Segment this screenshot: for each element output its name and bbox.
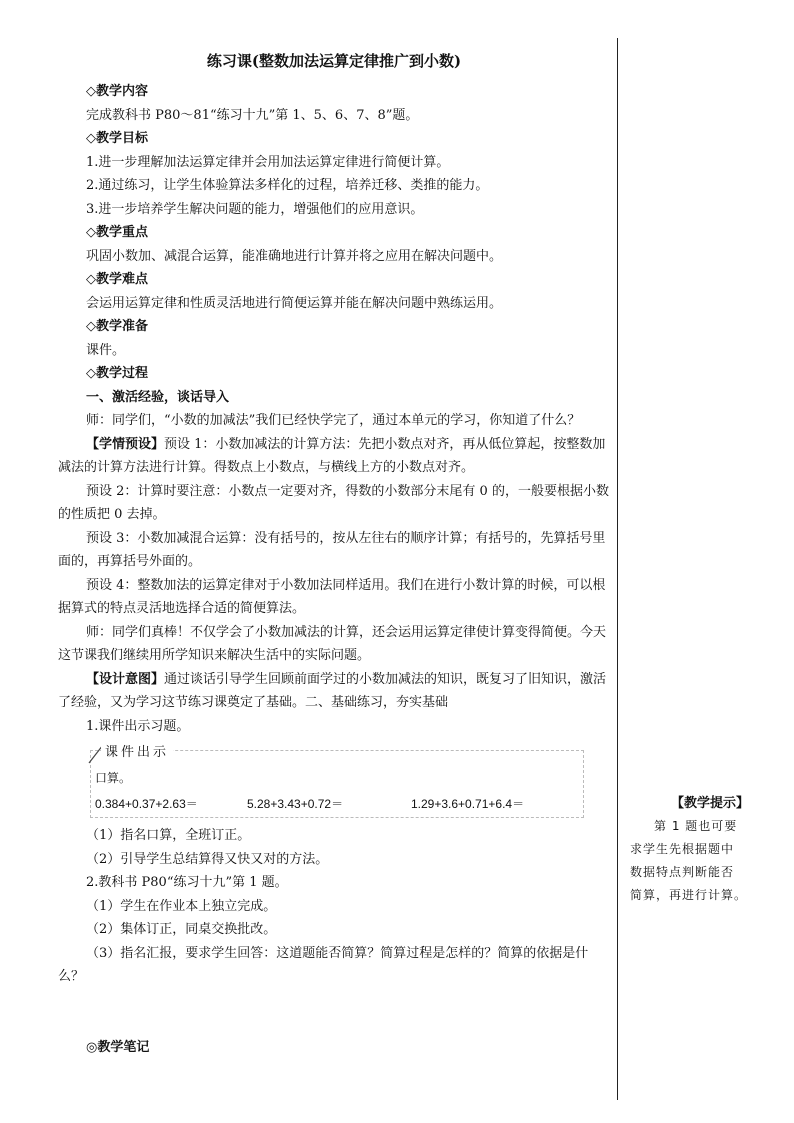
- process-paragraph: [58, 433, 610, 480]
- design-intent-label: 【设计意图】: [86, 671, 165, 687]
- process-paragraph: [58, 668, 610, 715]
- goal-item: 2.通过练习，让学生体验算法多样化的过程，培养迁移、类推的能力。: [86, 178, 489, 193]
- step-item: （1）指名口算，全班订正。: [86, 828, 251, 843]
- process-part-heading: 一、激活经验，谈话导入: [86, 389, 230, 405]
- preset-label: 【学情预设】: [86, 436, 165, 452]
- preparation-text: 课件。: [86, 342, 126, 358]
- design-intent-text: 通过谈话引导学生回顾前面学过的小数加减法的知识，既复习了旧知识，激活了经验，又为学习这节练习课奠定了基础。二、基础练习，夯实基础: [58, 671, 607, 710]
- section-heading-goals: ◇教学目标: [86, 131, 148, 146]
- step-item: （2）集体订正，同桌交换批改。: [86, 922, 277, 937]
- teaching-tip-body: [630, 815, 778, 907]
- teaching-tip-line: 数据特点判断能否: [630, 865, 735, 879]
- difficulty-text: 会运用运算定律和性质灵活地进行简便运算并能在解决问题中熟练运用。: [86, 295, 503, 311]
- teaching-tip-line: 第 1 题也可要: [654, 819, 738, 833]
- process-paragraph: 1.课件出示习题。: [86, 718, 190, 734]
- process-paragraph: 预设 4：整数加法的运算定律对于小数加法同样适用。我们在进行小数计算的时候，可以根据算式的特点灵活地选择合适的简便算法。: [58, 577, 606, 616]
- step-item: 2.教科书 P80“练习十九”第 1 题。: [86, 875, 288, 890]
- section-heading-content: ◇教学内容: [86, 84, 148, 99]
- step-item: （3）指名汇报，要求学生回答：这道题能否简算？简算过程是怎样的？简算的依据是什么？: [58, 945, 589, 984]
- expression-item: 1.29+3.6+0.71+6.4＝: [411, 797, 525, 811]
- teaching-tip-line: 简算，再进行计算。: [630, 888, 748, 902]
- expression-item: 0.384+0.37+2.63＝: [95, 797, 198, 811]
- goal-item: 1.进一步理解加法运算定律并会用加法运算定律进行简便计算。: [86, 154, 450, 170]
- step-item: （2）引导学生总结算得又快又对的方法。: [86, 851, 329, 867]
- process-paragraph: 预设 3：小数加减混合运算：没有括号的，按从左往右的顺序计算；有括号的，先算括号里面的，再算括号外面的。: [58, 530, 606, 569]
- expression-row: [95, 793, 524, 817]
- goal-item: 3.进一步培养学生解决问题的能力，增强他们的应用意识。: [86, 201, 424, 217]
- content-text: 完成教科书 P80～81“练习十九”第 1、5、6、7、8”题。: [86, 107, 419, 123]
- preset-text: 预设 1：小数加减法的计算方法：先把小数点对齐，再从低位算起，按整数加减法的计算方法进行计算。得数点上小数点，与横线上方的小数点对齐。: [58, 436, 606, 475]
- expression-item: 5.28+3.43+0.72＝: [247, 797, 344, 811]
- page-title: 练习课(整数加法运算定律推广到小数): [206, 52, 462, 70]
- courseware-label: 课件出示: [101, 741, 173, 765]
- teaching-notes-heading: ◎教学笔记: [86, 1040, 150, 1055]
- teaching-tip-line: 求学生先根据题中: [630, 842, 735, 856]
- courseware-instruction: 口算。: [95, 771, 132, 785]
- key-text: 巩固小数加、减混合运算，能准确地进行计算并将之应用在解决问题中。: [86, 248, 503, 264]
- margin-divider: [617, 38, 618, 1100]
- main-column: [58, 50, 610, 989]
- process-paragraph: 预设 2：计算时要注意：小数点一定要对齐，得数的小数部分末尾有 0 的，一般要根据小数的性质把 0 去掉。: [58, 483, 609, 522]
- section-heading-difficulty: ◇教学难点: [86, 272, 148, 287]
- process-paragraph: 师：同学们，“小数的加减法”我们已经快学完了，通过本单元的学习，你知道了什么？: [86, 413, 581, 428]
- section-heading-process: ◇教学过程: [86, 366, 148, 381]
- teaching-tip-heading: 【教学提示】: [670, 796, 749, 811]
- process-paragraph: 师：同学们真棒！不仅学会了小数加减法的计算，还会运用运算定律使计算变得简便。今天这节课我们继续用所学知识来解决生活中的实际问题。: [58, 624, 607, 663]
- section-heading-preparation: ◇教学准备: [86, 319, 148, 334]
- step-item: （1）学生在作业本上独立完成。: [86, 898, 277, 914]
- courseware-box: [90, 745, 584, 818]
- section-heading-key: ◇教学重点: [86, 225, 148, 240]
